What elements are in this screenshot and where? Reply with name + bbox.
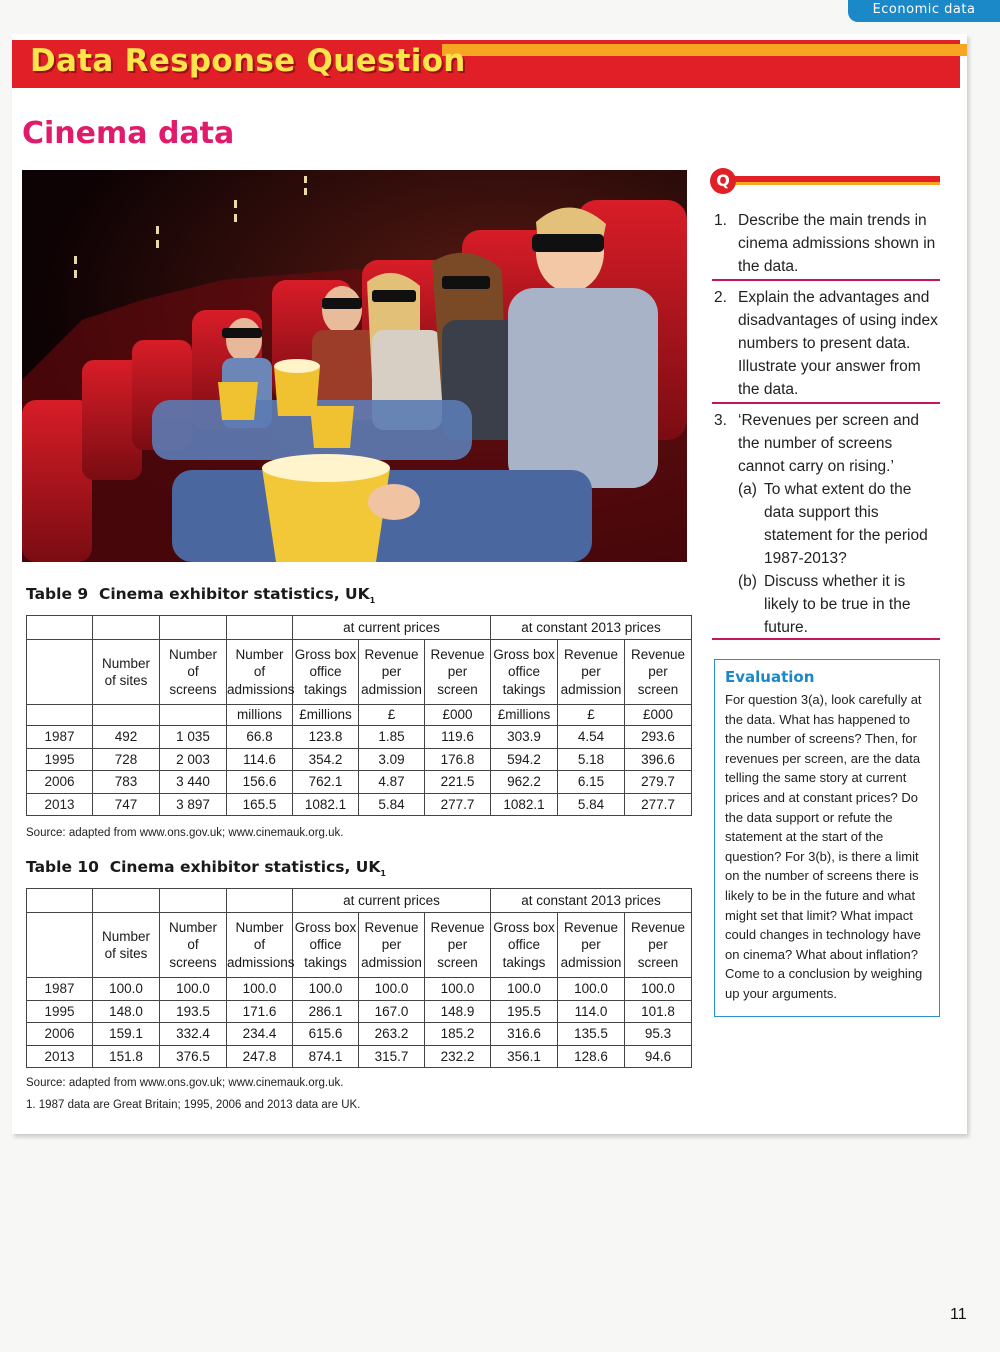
table10-cell: 263.2 (359, 1023, 425, 1046)
table9-cell: 6.15 (558, 771, 625, 794)
table9-cell: 221.5 (425, 771, 491, 794)
table9-header-row (27, 640, 692, 705)
table9-column-header-line: of (187, 664, 199, 680)
table10-spacer (160, 889, 227, 913)
table10-column-header-line: Gross box (493, 919, 555, 935)
banner-accent-strip (442, 44, 967, 56)
table10-cell: 100.0 (558, 978, 625, 1001)
table9-unit-cell: £ (359, 705, 425, 726)
table9-column-header-line: screen (437, 681, 478, 697)
table10-note: 1. 1987 data are Great Britain; 1995, 2006 and 2013 data are UK. (26, 1099, 361, 1111)
table9-cell: 1 035 (160, 726, 227, 749)
table9-unit-cell (93, 705, 160, 726)
table9-column-header-line: Revenue (430, 646, 485, 662)
table10-group-constant: at constant 2013 prices (491, 889, 692, 913)
table9-cell: 303.9 (491, 726, 558, 749)
table9-cell: 5.84 (558, 793, 625, 816)
table9-column-header (491, 640, 558, 705)
table9-cell: 277.7 (425, 793, 491, 816)
table10-cell: 356.1 (491, 1045, 558, 1068)
table9-year-cell: 2013 (27, 793, 93, 816)
question-3a-letter: (a) (738, 481, 757, 498)
table10-column-header-line: per (581, 937, 601, 953)
table9-cell: 1.85 (359, 726, 425, 749)
table9-column-header-line: Revenue (364, 646, 419, 662)
question-divider (712, 402, 940, 404)
table9-unit-cell (160, 705, 227, 726)
table9-cell: 156.6 (227, 771, 293, 794)
table9-cell: 165.5 (227, 793, 293, 816)
table10-cell: 100.0 (293, 978, 359, 1001)
table10-column-header-line: Number (235, 919, 284, 935)
table10-cell: 247.8 (227, 1045, 293, 1068)
table10-cell: 316.6 (491, 1023, 558, 1046)
table10-cell: 100.0 (359, 978, 425, 1001)
table10-cell: 232.2 (425, 1045, 491, 1068)
questions-bar-accent (734, 182, 940, 185)
question-2-number: 2. (714, 289, 727, 306)
table9-year-header (27, 640, 93, 705)
table10-cell: 615.6 (293, 1023, 359, 1046)
table9-column-header (359, 640, 425, 705)
section-tab: Economic data (848, 0, 1000, 22)
cinema-audience-photo (22, 170, 687, 562)
table10-header-row (27, 913, 692, 978)
table10-row (27, 1045, 692, 1068)
table10-cell: 100.0 (93, 978, 160, 1001)
table10-column-header-line: takings (502, 954, 546, 970)
question-3-number: 3. (714, 412, 727, 429)
table9-column-header (625, 640, 692, 705)
table10-cell: 148.0 (93, 1000, 160, 1023)
table9-column-header-line: per (648, 664, 668, 680)
table9-cell: 3.09 (359, 748, 425, 771)
table10-row (27, 1023, 692, 1046)
table10-column-header-line: per (648, 937, 668, 953)
table10-cell: 100.0 (425, 978, 491, 1001)
evaluation-box (714, 659, 940, 1017)
table9-row (27, 726, 692, 749)
table9-column-header-line: admissions (227, 681, 295, 697)
question-3b (738, 570, 940, 639)
table9-column-header-line: of sites (104, 673, 148, 688)
table9-year-cell: 1987 (27, 726, 93, 749)
table9-column-header-line: office (508, 664, 541, 680)
table9-cell: 4.87 (359, 771, 425, 794)
table9-column-header (425, 640, 491, 705)
table10-label: Table 10 (26, 858, 99, 876)
table10-column-header-line: admission (361, 954, 422, 970)
banner-title: Data Response Question (30, 43, 466, 79)
table10-year-cell: 2013 (27, 1045, 93, 1068)
table9-column-header-line: Gross box (493, 646, 555, 662)
table10-cell: 95.3 (625, 1023, 692, 1046)
question-2-text: Explain the advantages and disadvantages of using index numbers to present data. Illustrate your answer from the data. (738, 289, 938, 398)
table9-cell: 119.6 (425, 726, 491, 749)
table9-cell: 293.6 (625, 726, 692, 749)
table10-cell: 315.7 (359, 1045, 425, 1068)
table9-column-header (227, 640, 293, 705)
table10-column-header-line: Revenue (430, 919, 485, 935)
table9-cell: 396.6 (625, 748, 692, 771)
table10-year-cell: 1995 (27, 1000, 93, 1023)
question-3b-letter: (b) (738, 573, 757, 590)
table10-cell: 185.2 (425, 1023, 491, 1046)
table10-footnote-mark: 1 (380, 869, 386, 879)
table10-cell: 159.1 (93, 1023, 160, 1046)
table10-column-header (293, 913, 359, 978)
table10-column-header (160, 913, 227, 978)
table9-spacer (93, 616, 160, 640)
table9-row (27, 748, 692, 771)
table9-unit-cell: £millions (293, 705, 359, 726)
table9-cell: 1082.1 (491, 793, 558, 816)
table10-column-header (625, 913, 692, 978)
table9 (26, 615, 692, 816)
table10-column-header (425, 913, 491, 978)
question-divider (712, 279, 940, 281)
table9-group-current: at current prices (293, 616, 491, 640)
table9-column-header-line: per (581, 664, 601, 680)
table10-cell: 167.0 (359, 1000, 425, 1023)
table9-row (27, 793, 692, 816)
table10-title (26, 858, 386, 878)
table10-column-header-line: takings (304, 954, 347, 970)
table9-label: Table 9 (26, 585, 89, 603)
table10-cell: 286.1 (293, 1000, 359, 1023)
table9-column-header-line: screens (169, 681, 217, 697)
table10-column-header (227, 913, 293, 978)
question-3 (714, 409, 940, 639)
table9-cell: 354.2 (293, 748, 359, 771)
table10-year-cell: 2006 (27, 1023, 93, 1046)
table9-cell: 783 (93, 771, 160, 794)
table10-cell: 114.0 (558, 1000, 625, 1023)
table9-column-header (558, 640, 625, 705)
table9-cell: 1082.1 (293, 793, 359, 816)
table9-unit-cell: £ (558, 705, 625, 726)
table9-column-header-line: per (381, 664, 402, 680)
table9-unit-cell: millions (227, 705, 293, 726)
table9-cell: 277.7 (625, 793, 692, 816)
table9-corner-cell (27, 616, 93, 640)
table9-year-cell: 2006 (27, 771, 93, 794)
table10-cell: 94.6 (625, 1045, 692, 1068)
table10-column-header-line: screens (169, 954, 217, 970)
table10-column-header-line: Revenue (364, 919, 419, 935)
question-3a (738, 478, 940, 570)
table10-cell: 195.5 (491, 1000, 558, 1023)
table10-cell: 100.0 (160, 978, 227, 1001)
table10-caption: Cinema exhibitor statistics, UK (109, 858, 381, 876)
table9-column-header-line: Revenue (563, 646, 619, 662)
table10-column-header-line: per (381, 937, 402, 953)
table10-column-header-line: screen (637, 954, 679, 970)
table10-column-header-line: of (187, 937, 199, 953)
table10-cell: 128.6 (558, 1045, 625, 1068)
table9-column-header-line: Revenue (631, 646, 686, 662)
table9-cell: 5.18 (558, 748, 625, 771)
table10-cell: 135.5 (558, 1023, 625, 1046)
table9-column-header (293, 640, 359, 705)
table9-column-header-line: per (447, 664, 468, 680)
table10-cell: 100.0 (491, 978, 558, 1001)
table9-unit-cell: £000 (425, 705, 491, 726)
page-title: Cinema data (22, 116, 235, 151)
table10-column-header-line: Gross box (294, 919, 357, 935)
table9-column-header-line: of (253, 664, 266, 680)
table9-cell: 114.6 (227, 748, 293, 771)
table9-unit-cell: £millions (491, 705, 558, 726)
table10-group-current: at current prices (293, 889, 491, 913)
table9-column-header-line: takings (502, 681, 546, 697)
table10-column-header (93, 913, 160, 978)
table9-cell: 66.8 (227, 726, 293, 749)
table9-cell: 594.2 (491, 748, 558, 771)
table10-column-header (558, 913, 625, 978)
table10-cell: 874.1 (293, 1045, 359, 1068)
table9-cell: 747 (93, 793, 160, 816)
table10-cell: 100.0 (625, 978, 692, 1001)
table10-group-row (27, 889, 692, 913)
table9-cell: 176.8 (425, 748, 491, 771)
table10-row (27, 978, 692, 1001)
page-number: 11 (950, 1306, 967, 1323)
table10-year-cell: 1987 (27, 978, 93, 1001)
table9-column-header-line: takings (304, 681, 347, 697)
table9-title (26, 585, 375, 605)
table10-cell: 171.6 (227, 1000, 293, 1023)
table9-cell: 492 (93, 726, 160, 749)
table10-cell: 151.8 (93, 1045, 160, 1068)
table10-column-header-line: Revenue (563, 919, 619, 935)
table9-cell: 728 (93, 748, 160, 771)
table9-column-header-line: Number (235, 646, 284, 662)
questions-badge: Q (710, 168, 736, 194)
table10-column-header (359, 913, 425, 978)
table10-column-header-line: admissions (227, 954, 295, 970)
table9-caption: Cinema exhibitor statistics, UK (98, 585, 370, 603)
table10-row (27, 1000, 692, 1023)
table9-column-header-line: screen (637, 681, 679, 697)
table9-group-constant: at constant 2013 prices (491, 616, 692, 640)
table10-column-header-line: office (309, 937, 342, 953)
table10-corner-cell (27, 889, 93, 913)
table9-footnote-mark: 1 (369, 596, 376, 606)
table10-cell: 332.4 (160, 1023, 227, 1046)
table10 (26, 888, 692, 1068)
evaluation-title: Evaluation (725, 668, 815, 686)
table10-column-header-line: of sites (104, 946, 148, 961)
table9-column-header-line: Gross box (294, 646, 357, 662)
table9-column-header-line: office (309, 664, 342, 680)
table10-cell: 148.9 (425, 1000, 491, 1023)
table10-cell: 376.5 (160, 1045, 227, 1068)
table10-source: Source: adapted from www.ons.gov.uk; www.cinemauk.org.uk. (26, 1077, 344, 1089)
table10-year-header (27, 913, 93, 978)
table9-cell: 2 003 (160, 748, 227, 771)
table9-cell: 4.54 (558, 726, 625, 749)
table10-column-header-line: per (447, 937, 468, 953)
question-2 (714, 286, 940, 401)
table9-unit-cell: £000 (625, 705, 692, 726)
table9-group-row (27, 616, 692, 640)
table9-source: Source: adapted from www.ons.gov.uk; www.cinemauk.org.uk. (26, 827, 344, 839)
table9-column-header-line: Number (101, 655, 150, 671)
question-divider (712, 638, 940, 640)
table9-spacer (227, 616, 293, 640)
table10-cell: 100.0 (227, 978, 293, 1001)
table9-cell: 3 440 (160, 771, 227, 794)
table9-cell: 762.1 (293, 771, 359, 794)
table9-row (27, 771, 692, 794)
table10-column-header-line: Number (101, 928, 150, 944)
table10-column-header-line: screen (437, 954, 478, 970)
table9-cell: 279.7 (625, 771, 692, 794)
table10-spacer (227, 889, 293, 913)
table10-column-header-line: Revenue (631, 919, 686, 935)
table9-column-header-line: admission (361, 681, 422, 697)
table9-cell: 5.84 (359, 793, 425, 816)
table10-column-header-line: office (508, 937, 541, 953)
table10-column-header (491, 913, 558, 978)
table10-column-header-line: Number (168, 919, 217, 935)
question-3a-text: To what extent do the data support this statement for the period 1987-2013? (764, 481, 928, 567)
question-3-text: ‘Revenues per screen and the number of screens cannot carry on rising.’ (738, 412, 919, 475)
table9-unit-cell (27, 705, 93, 726)
table9-cell: 962.2 (491, 771, 558, 794)
table10-cell: 101.8 (625, 1000, 692, 1023)
table10-column-header-line: admission (560, 954, 622, 970)
table9-column-header (160, 640, 227, 705)
table9-column-header (93, 640, 160, 705)
table10-column-header-line: of (253, 937, 266, 953)
question-1-number: 1. (714, 212, 727, 229)
table10-cell: 234.4 (227, 1023, 293, 1046)
table9-column-header-line: Number (168, 646, 217, 662)
table9-column-header-line: admission (560, 681, 622, 697)
table9-cell: 3 897 (160, 793, 227, 816)
banner (12, 40, 960, 88)
table10-cell: 193.5 (160, 1000, 227, 1023)
table9-spacer (160, 616, 227, 640)
question-1-text: Describe the main trends in cinema admissions shown in the data. (738, 212, 936, 275)
evaluation-text: For question 3(a), look carefully at the data. What has happened to the number of screens? Then, for revenues per screen, are the data telling the same story at current prices and at constant prices? Do the data support or refute the statement at the start of the question? For 3(b), is there a limit on the number of screens there is likely to be in the future and what might set that limit? What impact could changes in technology have on cinema? What about inflation? Come to a conclusion by weighing up your arguments. (725, 692, 923, 1001)
table9-units-row (27, 705, 692, 726)
table10-spacer (93, 889, 160, 913)
table9-cell: 123.8 (293, 726, 359, 749)
table9-year-cell: 1995 (27, 748, 93, 771)
question-3b-text: Discuss whether it is likely to be true in the future. (764, 573, 911, 636)
question-1 (714, 209, 940, 278)
